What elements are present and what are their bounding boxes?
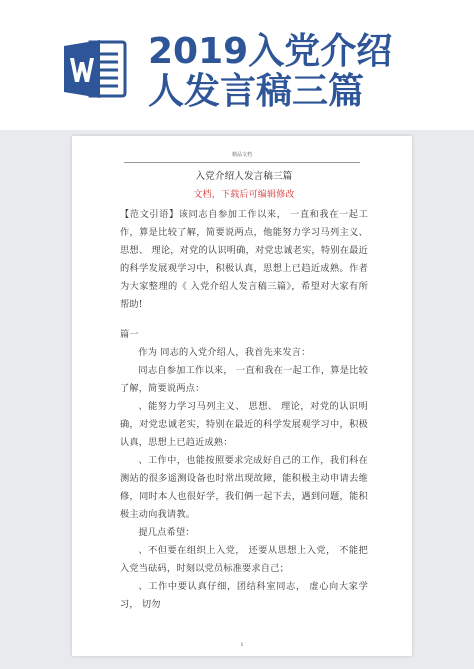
hero-title-line-2: 人发言稿三篇 <box>148 71 365 112</box>
body-paragraph: 同志自参加工作以来， 一直和我在一起工作，算是比较了解，简要说两点： <box>120 365 368 394</box>
body-paragraph: 、工作中，也能按照要求完成好自己的工作，我们科在测站的很多遥测设备也时常出现故障，能积极主动申请去维修，同时本人也很好学，我们俩一起下去，遇到问题，能积极主动向我请教。 <box>120 455 368 520</box>
page-header <box>124 152 360 163</box>
part-heading: 篇一 <box>120 329 139 340</box>
body-paragraph: 作为 同志的入党介绍人，我首先来发言： <box>138 347 311 358</box>
document-title: 入党介绍人发言稿三篇 <box>195 171 293 182</box>
document-body <box>120 168 368 614</box>
page-number: 1 <box>240 642 244 648</box>
body-paragraph: 、能努力学习马列主义、 思想、 理论，对党的认识明确，对党忠诚老实，特别在最近的科学发展观学习中，积极认真，思想上已趋近成熟： <box>120 401 368 448</box>
intro-paragraph: 【范文引语】该同志自参加工作以来， 一直和我在一起工作，算是比较了解，简要说两点，他能努力学习马列主义、 思想、 理论，对党的认识明确，对党忠诚老实，特别在最近的科学发展观学习中，积极认真，思想上已趋近成熟。作者为大家整理的《 入党介绍人发言稿三篇》，希望对大家有所帮助! <box>120 209 368 310</box>
document-page <box>72 136 412 656</box>
word-doc-icon <box>62 38 128 100</box>
body-paragraph: 、不但要在组织上入党， 还要从思想上入党， 不能把入党当砝码，时刻以党员标准要求自己； <box>120 545 368 574</box>
page-header-text: 精品文档 <box>231 152 252 158</box>
hero-title-line-1: 2019入党介绍 <box>148 31 393 72</box>
body-paragraph: 、工作中要认真仔细，团结科室同志， 虚心向大家学习， 切勿 <box>120 581 368 610</box>
hero-title <box>148 32 392 112</box>
banner <box>0 0 474 130</box>
document-subtitle: 文档，下载后可编辑修改 <box>193 190 295 200</box>
body-paragraph: 提几点希望： <box>138 527 195 538</box>
